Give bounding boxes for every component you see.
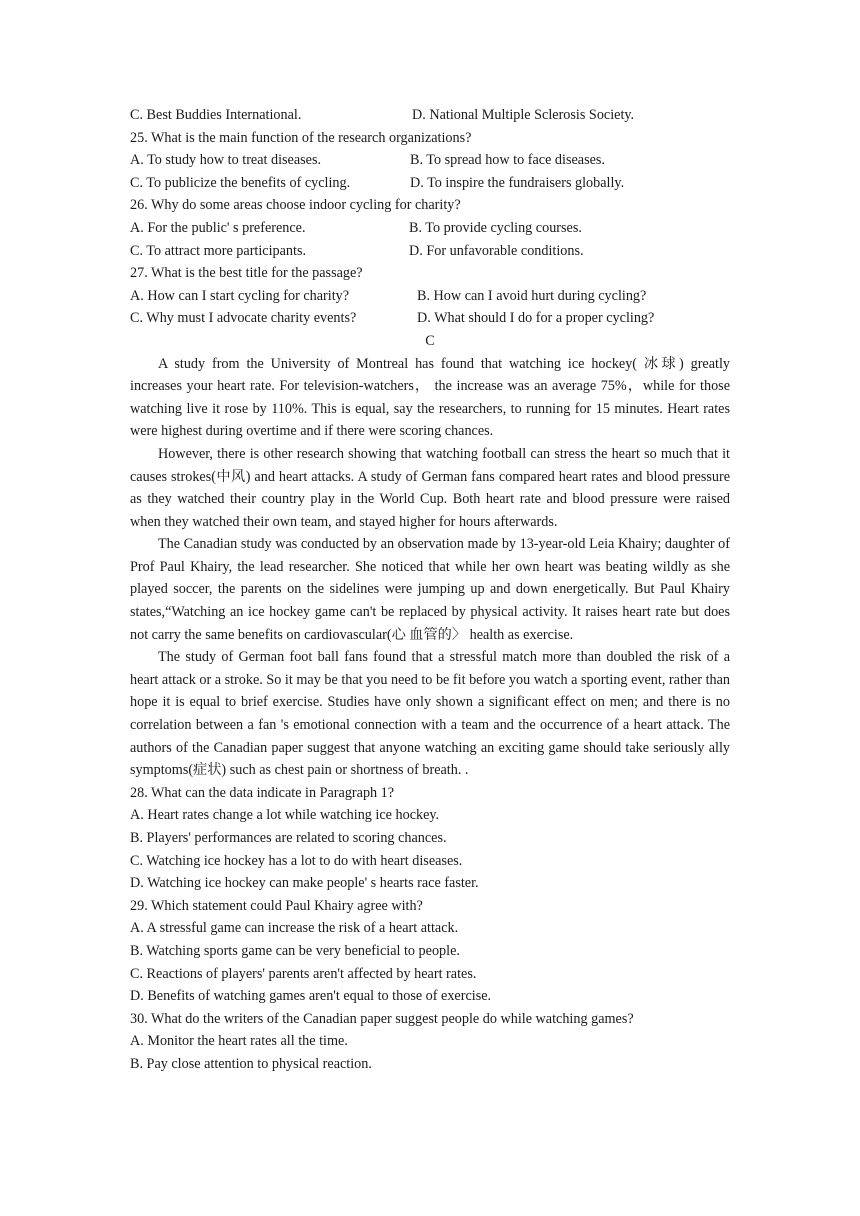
q29-option-d: D. Benefits of watching games aren't equal to those of exercise. [130,988,492,1005]
q27-option-a: A. How can I start cycling for charity? [130,287,350,304]
q25-option-b: B. To spread how to face diseases. [410,152,605,169]
q27-option-b: B. How can I avoid hurt during cycling? [417,287,647,304]
q25-options-row-1 [130,149,730,172]
q28-option-b: B. Players' performances are related to scoring chances. [130,830,447,846]
q26-option-c: C. To attract more participants. [130,242,307,259]
passage-paragraph-2: However, there is other research showing that watching football can stress the heart so much that it causes strokes(中风) and heart attacks. A study of German fans compared heart rates and blood pressure as they watched their country play in the World Cup. Both heart rate and blood pressure were raised when they watched their own team, and stayed higher for hours afterwards. [130,445,730,530]
q29-option-a: A. A stressful game can increase the risk of a heart attack. [130,920,459,937]
q26-option-d: D. For unfavorable conditions. [409,242,584,259]
q26-question: 26. Why do some areas choose indoor cycling for charity? [130,197,461,214]
q25-question: 25. What is the main function of the research organizations? [130,129,472,146]
exam-page [130,104,730,1076]
q24-option-d: D. National Multiple Sclerosis Society. [412,107,635,123]
q26-options-row-1 [130,217,730,240]
passage-paragraph-4: The study of German foot ball fans found that a stressful match more than doubled the risk of a heart attack or a stroke. So it may be that you need to be fit before you watch a sporting event, rather than hope it is equal to brief exercise. Studies have only shown a significant effect on men; and there is no correlation between a fan 's emotional connection with a team and the occurrence of a heart attack. The authors of the Canadian paper suggest that anyone watching an exciting game should take seriously ally symptoms(症状) such as chest pain or shortness of breath. . [130,649,730,779]
q30-option-a: A. Monitor the heart rates all the time. [130,1033,348,1050]
q25-option-a: A. To study how to treat diseases. [130,152,322,169]
q29-option-c: C. Reactions of players' parents aren't affected by heart rates. [130,965,477,982]
q27-options-row-1 [130,285,730,308]
q30-option-b: B. Pay close attention to physical reaction. [130,1055,372,1072]
passage-paragraph-3: The Canadian study was conducted by an observation made by 13-year-old Leia Khairy; daughter of Prof Paul Khairy, the lead researcher. She noticed that while her own heart was beating wildly as she played soccer, the parents on the sidelines were jumping up and down energetically. But Paul Khairy states,“Watching an ice hockey game can't be replaced by physical activity. It raises heart rate but does not carry the same benefits on cardiovascular(心 血管的〉 health as exercise. [130,536,730,643]
q28-option-a: A. Heart rates change a lot while watching ice hockey. [130,807,440,824]
q24-options-row [130,104,730,127]
q27-option-d: D. What should I do for a proper cycling? [417,310,655,327]
q26-option-a: A. For the public' s preference. [130,219,306,236]
q26-options-row-2 [130,240,730,263]
q29-question: 29. Which statement could Paul Khairy agree with? [130,897,423,914]
q27-options-row-2 [130,307,730,330]
passage-paragraph-1: A study from the University of Montreal has found that watching ice hockey( 冰球) greatly increases your heart rate. For television-watchers， the increase was an average 75%，while for those watching live it rose by 110%. This is equal, say the researchers, to running for 15 minutes. Heart rates were highest during overtime and if there were scoring chances. [130,355,730,440]
q25-options-row-2 [130,172,730,195]
q28-option-c: C. Watching ice hockey has a lot to do with heart diseases. [130,852,463,869]
q30-question: 30. What do the writers of the Canadian paper suggest people do while watching games? [130,1010,634,1027]
q24-option-c: C. Best Buddies International. [130,107,302,123]
section-label: C [425,332,435,349]
q25-option-c: C. To publicize the benefits of cycling. [130,174,351,191]
q25-option-d: D. To inspire the fundraisers globally. [410,174,625,191]
q27-question: 27. What is the best title for the passage? [130,265,363,282]
q27-option-c: C. Why must I advocate charity events? [130,310,357,327]
q29-option-b: B. Watching sports game can be very beneficial to people. [130,942,460,959]
q26-option-b: B. To provide cycling courses. [409,219,582,236]
q28-question: 28. What can the data indicate in Paragraph 1? [130,784,395,801]
q28-option-d: D. Watching ice hockey can make people' s hearts race faster. [130,875,479,892]
